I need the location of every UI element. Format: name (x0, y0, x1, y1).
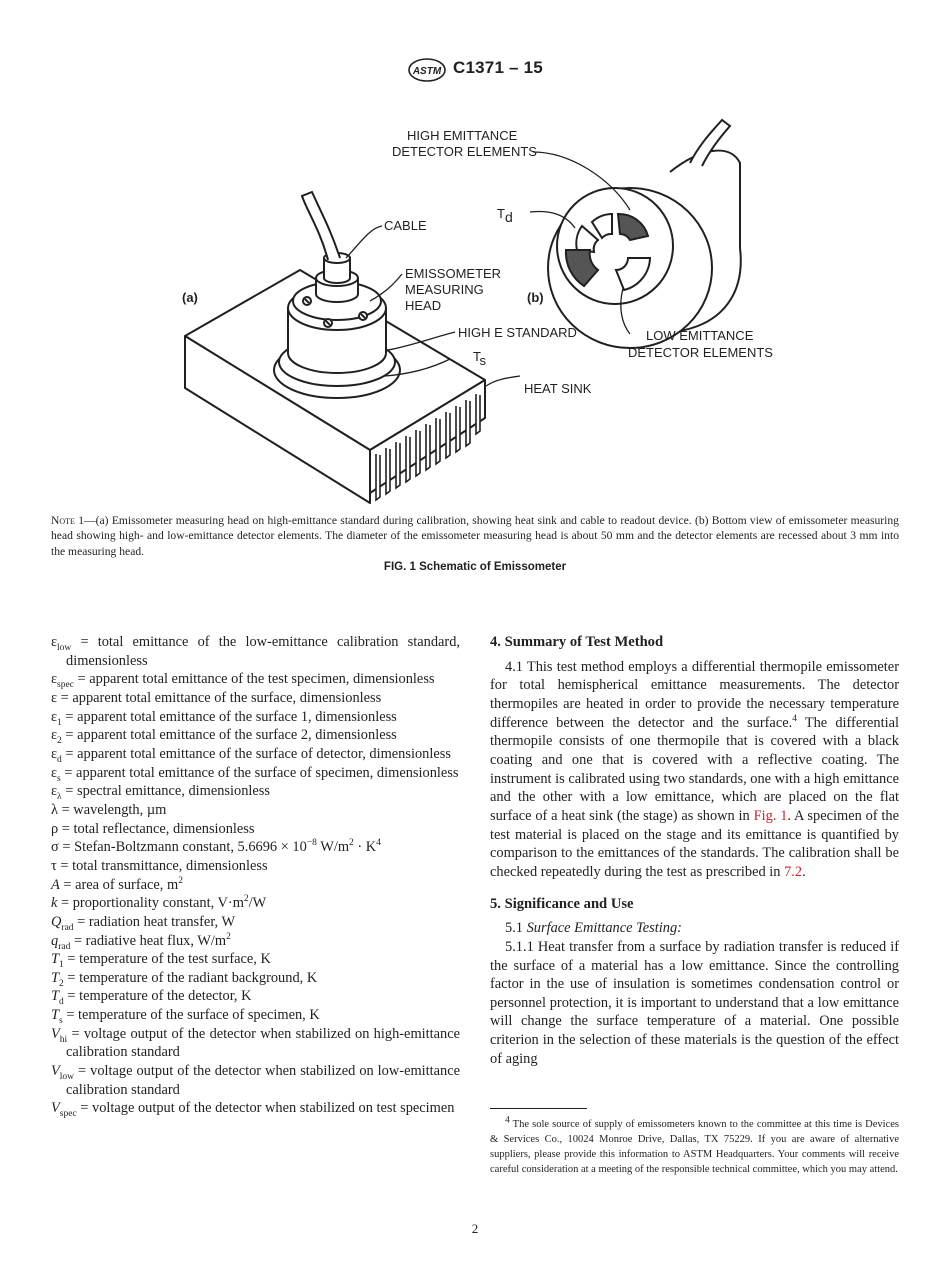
note-text: —(a) Emissometer measuring head on high-emittance standard during calibration, showing heat sink and cable to readout device. (b) Bottom view of emissometer measuring head showing high- and low-emittance detector elements. The diameter of the emissometer measuring head is about 50 mm and the detector elements are recessed about 3 mm into the measuring head. (51, 514, 899, 558)
page-number: 2 (471, 1221, 479, 1236)
label-emissometer-2: MEASURING (405, 282, 484, 297)
label-b: (b) (527, 290, 544, 305)
definition-item: $q_{rad}$ = radiative heat flux, $W/m^2$ (51, 931, 231, 952)
definition-item: A = area of surface, $m^2$ (51, 875, 183, 893)
definition-item: $\varepsilon_2$ = apparent total emittance of the surface 2, dimensionless (51, 727, 397, 747)
astm-logo-icon (407, 58, 447, 82)
label-low-emit-1: LOW EMITTANCE (646, 328, 754, 343)
label-ts: Ts (473, 349, 486, 368)
label-a: (a) (182, 290, 198, 305)
definition-item: $\varepsilon_{spec}$ = apparent total emittance of the test specimen, dimensionless (51, 671, 435, 691)
section-7-2-link[interactable]: 7.2 (784, 863, 803, 880)
footnote-ref-4[interactable]: 4 (792, 713, 797, 724)
section-5-1-1-paragraph: 5.1.1 Heat transfer from a surface by radiation transfer is reduced if the surface of a material has a low emittance. Since the controlling factor in the use of insulation is sometimes condensation control or personnel protection, it is important to understand that a low emittance will change the surface temperature of a material. One possible criterion in the selection of these materials is the question of the effect of aging (490, 938, 899, 1067)
definition-item: $V_{hi}$ = voltage output of the detector when stabilized on high-emittance calibration standard (51, 1025, 460, 1061)
definition-item: τ = total transmittance, dimensionless (51, 857, 268, 874)
svg-text:ASTM: ASTM (412, 66, 442, 77)
cable-drawing (302, 192, 340, 260)
definitions-column (51, 633, 460, 1118)
definition-item: k = proportionality constant, $V\cdot m^2/W$ (51, 894, 267, 912)
definition-item: σ = Stefan-Boltzmann constant, $5.6696 \times 10^{-8}$ $W/m^2 \cdot K^4$ (51, 838, 381, 856)
label-high-emit-1: HIGH EMITTANCE (407, 128, 518, 143)
label-cable: CABLE (384, 218, 427, 233)
page-header (0, 56, 950, 86)
label-emissometer-1: EMISSOMETER (405, 266, 502, 281)
document-id: C1371 – 15 (453, 58, 543, 77)
definition-item: $\varepsilon_d$ = apparent total emittance of the surface of detector, dimensionless (51, 745, 451, 765)
definition-item: $T_2$ = temperature of the radiant background, K (51, 969, 318, 989)
definition-item: ε = apparent total emittance of the surface, dimensionless (51, 689, 382, 706)
emissometer-schematic (170, 118, 790, 513)
label-heat-sink: HEAT SINK (524, 381, 592, 396)
section-5-heading: 5. Significance and Use (490, 895, 634, 912)
right-column (490, 633, 899, 1068)
head-bottom-view-drawing (548, 120, 741, 348)
definition-item: $\varepsilon_{low}$ = total emittance of the low-emittance calibration standard, dimensionless (51, 634, 460, 669)
footnote-4: $^4$ The sole source of supply of emissometers known to the committee at this time is Devices & Services Co., 10024 Monroe Drive, Dallas, TX 75229. If you are aware of alternative suppliers, please provide this information to ASTM Headquarters. Your comments will receive careful consideration at a meeting of the responsible technical committee, which you may attend. (490, 1115, 899, 1176)
fig-1-link[interactable]: Fig. 1 (753, 807, 788, 824)
definition-item: λ = wavelength, µm (51, 801, 167, 818)
label-td: Td (497, 206, 513, 225)
definition-item: $V_{low}$ = voltage output of the detector when stabilized on low-emittance calibration standard (51, 1063, 460, 1098)
label-high-emit-2: DETECTOR ELEMENTS (392, 144, 537, 159)
footnote-divider (490, 1108, 587, 1109)
definition-item: $Q_{rad}$ = radiation heat transfer, W (51, 913, 236, 933)
definition-item: $\varepsilon_1$ = apparent total emittance of the surface 1, dimensionless (51, 708, 397, 728)
definition-item: $V_{spec}$ = voltage output of the detector when stabilized on test specimen (51, 1100, 455, 1120)
label-high-e-standard: HIGH E STANDARD (458, 325, 577, 340)
definition-item: $\varepsilon_s$ = apparent total emittance of the surface of specimen, dimensionless (51, 764, 459, 784)
definition-item: $T_d$ = temperature of the detector, K (51, 988, 252, 1008)
section-4-heading: 4. Summary of Test Method (490, 634, 664, 650)
figure-note (51, 513, 899, 559)
label-emissometer-3: HEAD (405, 298, 442, 313)
section-5-1-heading: 5.1 Surface Emittance Testing: (505, 920, 682, 937)
definition-item: ρ = total reflectance, dimensionless (51, 820, 255, 837)
definition-item: $T_1$ = temperature of the test surface, K (51, 951, 271, 971)
figure-title: FIG. 1 Schematic of Emissometer (383, 561, 567, 573)
note-prefix: Note 1 (51, 514, 85, 527)
label-low-emit-2: DETECTOR ELEMENTS (628, 345, 773, 360)
definition-item: $\varepsilon_\lambda$ = spectral emittance, dimensionless (51, 783, 270, 803)
definition-item: $T_s$ = temperature of the surface of specimen, K (51, 1007, 320, 1026)
section-4-1-paragraph: 4.1 This test method employs a differential thermopile emissometer for total hemispherical emittance measurements. The detector thermopiles are heated in order to provide the necessary temperature difference between the detector and the surface.$^4$ The differential thermopile consists of one thermopile that is covered with a black coating and one that is covered with a reflective coating. The instrument is calibrated using two standards, one with a high emittance and the other with a low emittance, which are placed on the flat surface of a heat sink (the stage) as shown in Fig. 1. A specimen of the test material is placed on the stage and its emittance is quantified by comparison to the emittances of the standards. The calibration shall be checked repeatedly during the test as prescribed in 7.2. (490, 658, 899, 880)
